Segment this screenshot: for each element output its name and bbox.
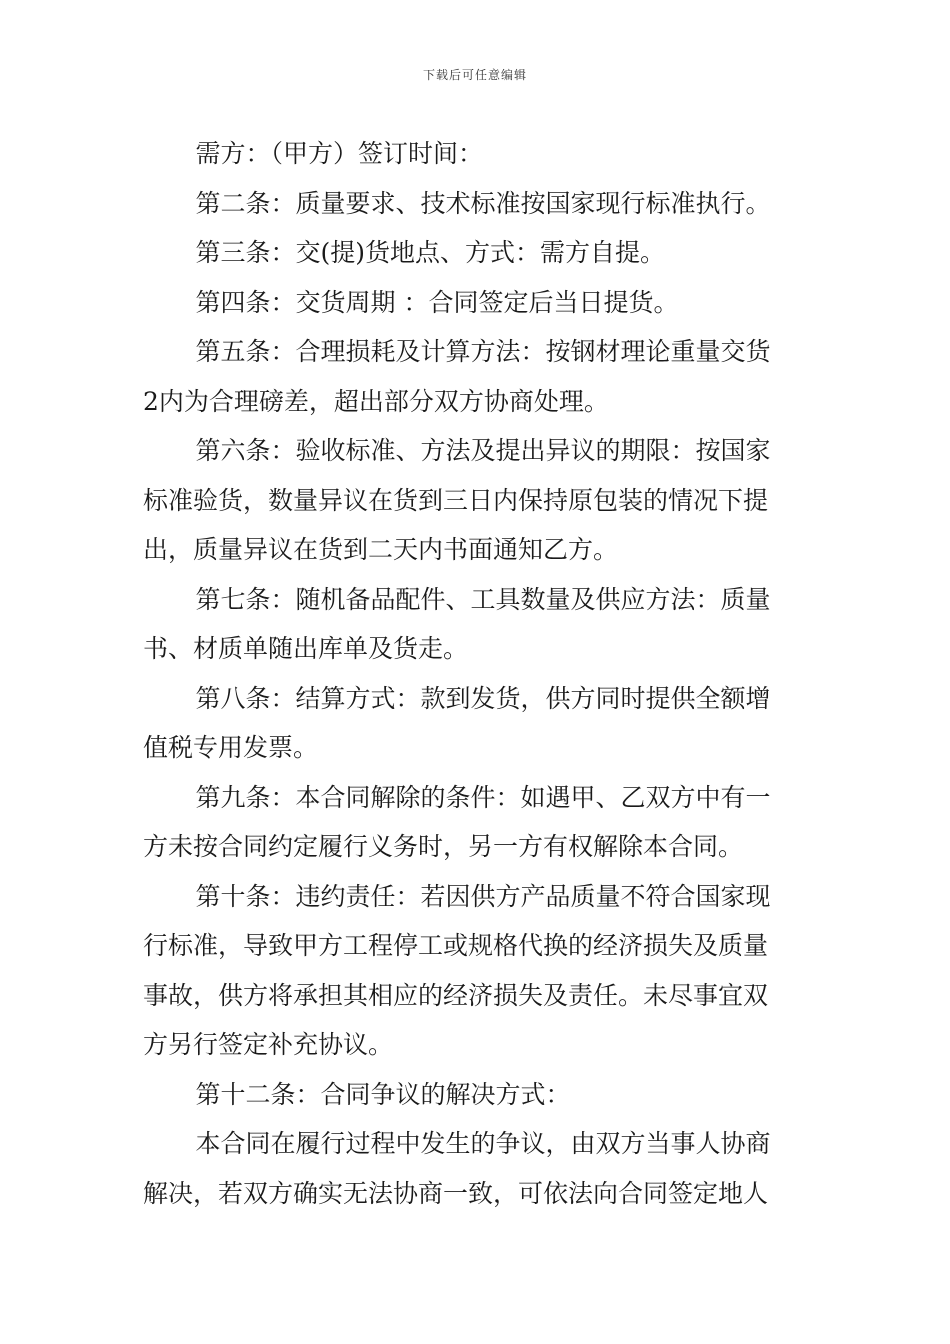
text-line: 第八条：结算方式：款到发货，供方同时提供全额增 — [195, 683, 771, 713]
text-line: 值税专用发票。 — [143, 733, 319, 762]
text-line: 方另行签定补充协议。 — [143, 1030, 394, 1059]
clause-6-acceptance — [143, 426, 808, 575]
page-header-note: 下载后可任意编辑 — [422, 68, 527, 82]
clause-3-delivery-place — [143, 228, 808, 278]
clause-9-termination — [143, 773, 808, 872]
text-line: 行标准，导致甲方工程停工或规格代换的经济损失及质量 — [143, 931, 769, 960]
text-line: 2内为合理磅差，超出部分双方协商处理。 — [143, 386, 609, 416]
clause-buyer-info — [143, 129, 808, 179]
text-line: 需方：（甲方）签订时间： — [195, 139, 484, 168]
clause-2-quality — [143, 179, 808, 229]
text-line: 出，质量异议在货到二天内书面通知乙方。 — [143, 535, 619, 564]
clause-5-loss — [143, 327, 808, 426]
clause-4-delivery-period — [143, 278, 808, 328]
dispute-resolution-text — [143, 1119, 808, 1218]
text-line: 解决，若双方确实无法协商一致，可依法向合同签定地人 — [143, 1178, 769, 1208]
text-line: 第二条：质量要求、技术标准按国家现行标准执行。 — [195, 188, 771, 218]
text-line: 第十条：违约责任：若因供方产品质量不符合国家现 — [195, 881, 771, 911]
text-line: 第六条：验收标准、方法及提出异议的期限：按国家 — [195, 436, 771, 465]
clause-7-accessories — [143, 575, 808, 674]
text-line: 第九条：本合同解除的条件：如遇甲、乙双方中有一 — [195, 782, 771, 812]
clause-12-dispute — [143, 1070, 808, 1120]
text-line: 标准验货，数量异议在货到三日内保持原包装的情况下提 — [143, 485, 769, 515]
text-line: 第五条：合理损耗及计算方法：按钢材理论重量交货 — [195, 337, 771, 366]
text-line: 本合同在履行过程中发生的争议，由双方当事人协商 — [195, 1129, 771, 1158]
text-line: 第三条：交(提)货地点、方式：需方自提。 — [195, 238, 666, 267]
text-line: 第四条：交货周期 ：合同签定后当日提货。 — [195, 287, 679, 317]
text-line: 第七条：随机备品配件、工具数量及供应方法：质量 — [195, 584, 771, 614]
clause-10-liability — [143, 872, 808, 1070]
document-body — [143, 129, 808, 1218]
text-line: 方未按合同约定履行义务时，另一方有权解除本合同。 — [143, 832, 744, 861]
text-line: 书、材质单随出库单及货走。 — [143, 634, 469, 663]
text-line: 第十二条：合同争议的解决方式： — [195, 1079, 571, 1109]
clause-8-settlement — [143, 674, 808, 773]
text-line: 事故，供方将承担其相应的经济损失及责任。未尽事宜双 — [143, 980, 769, 1010]
